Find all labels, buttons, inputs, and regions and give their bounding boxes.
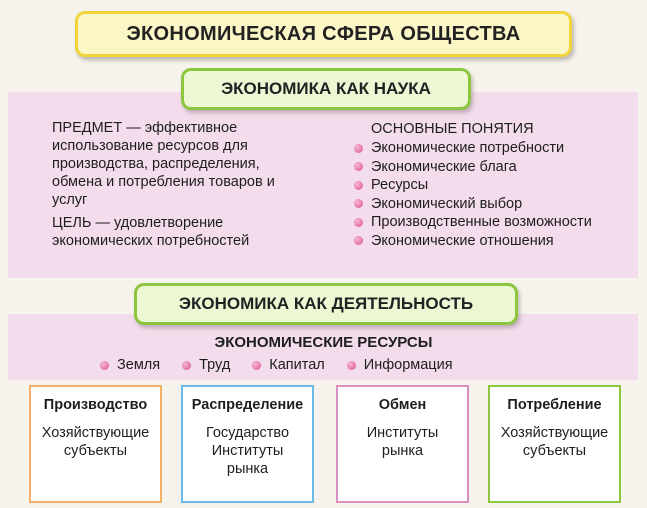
bullet-icon [354, 236, 363, 245]
bullet-icon [182, 361, 191, 370]
stage-body [338, 424, 467, 460]
concept-label: Экономический выбор [371, 195, 523, 212]
concept-label: Производственные возможности [371, 214, 592, 231]
stage-card-consumption [488, 385, 621, 503]
main-title: ЭКОНОМИЧЕСКАЯ СФЕРА ОБЩЕСТВА [75, 11, 572, 57]
stage-body [31, 424, 160, 460]
resource-item [182, 357, 230, 373]
resource-label: Труд [199, 357, 231, 373]
list-item [354, 158, 624, 177]
stage-body-line: субъекты [63, 443, 128, 459]
bullet-icon [347, 361, 356, 370]
list-item [354, 139, 624, 158]
concept-label: Экономические блага [371, 158, 517, 175]
stage-body-line: Хозяйствующие [500, 425, 609, 441]
list-item [354, 232, 624, 251]
bullet-icon [354, 144, 363, 153]
activity-heading: ЭКОНОМИКА КАК ДЕЯТЕЛЬНОСТЬ [134, 283, 518, 325]
goal-text: ЦЕЛЬ — удовлетворение экономических потребностей [52, 215, 250, 249]
stage-title: Распределение [191, 397, 304, 413]
bullet-icon [354, 181, 363, 190]
stage-body-line: субъекты [522, 443, 587, 459]
stage-title: Производство [43, 397, 148, 413]
resource-label: Информация [363, 357, 453, 373]
bullet-icon [100, 361, 109, 370]
resource-label: Земля [117, 357, 161, 373]
list-item [354, 195, 624, 214]
stage-body-line: Институты [211, 443, 284, 459]
resources-row [100, 357, 475, 373]
resource-label: Капитал [269, 357, 325, 373]
stage-card-exchange [336, 385, 469, 503]
resource-item [252, 357, 324, 373]
list-item [354, 176, 624, 195]
stage-card-production [29, 385, 162, 503]
concept-label: Экономические потребности [371, 140, 565, 157]
stage-card-distribution [181, 385, 314, 503]
concept-label: Экономические отношения [371, 232, 554, 249]
stage-body [183, 424, 312, 478]
concepts-list [354, 139, 624, 250]
science-heading: ЭКОНОМИКА КАК НАУКА [181, 68, 471, 110]
stage-title: Обмен [378, 397, 427, 413]
list-item [354, 213, 624, 232]
stage-body-line: Государство [205, 425, 290, 441]
bullet-icon [252, 361, 261, 370]
resource-item [100, 357, 160, 373]
stage-body-line: рынка [226, 461, 269, 477]
bullet-icon [354, 162, 363, 171]
bullet-icon [354, 199, 363, 208]
stage-title: Потребление [507, 397, 602, 413]
resource-item [347, 357, 453, 373]
stage-body [490, 424, 619, 460]
concepts-title: ОСНОВНЫЕ ПОНЯТИЯ [371, 121, 534, 137]
subject-text: ПРЕДМЕТ — эффективное использование ресурсов для производства, распределения, обмена и потребления товаров и услуг [52, 120, 275, 208]
concepts-panel [354, 120, 624, 250]
bullet-icon [354, 218, 363, 227]
stage-body-line: рынка [381, 443, 424, 459]
concept-label: Ресурсы [371, 177, 429, 194]
stage-body-line: Институты [366, 425, 439, 441]
resources-title: ЭКОНОМИЧЕСКИЕ РЕСУРСЫ [214, 334, 433, 351]
stage-body-line: Хозяйствующие [41, 425, 150, 441]
